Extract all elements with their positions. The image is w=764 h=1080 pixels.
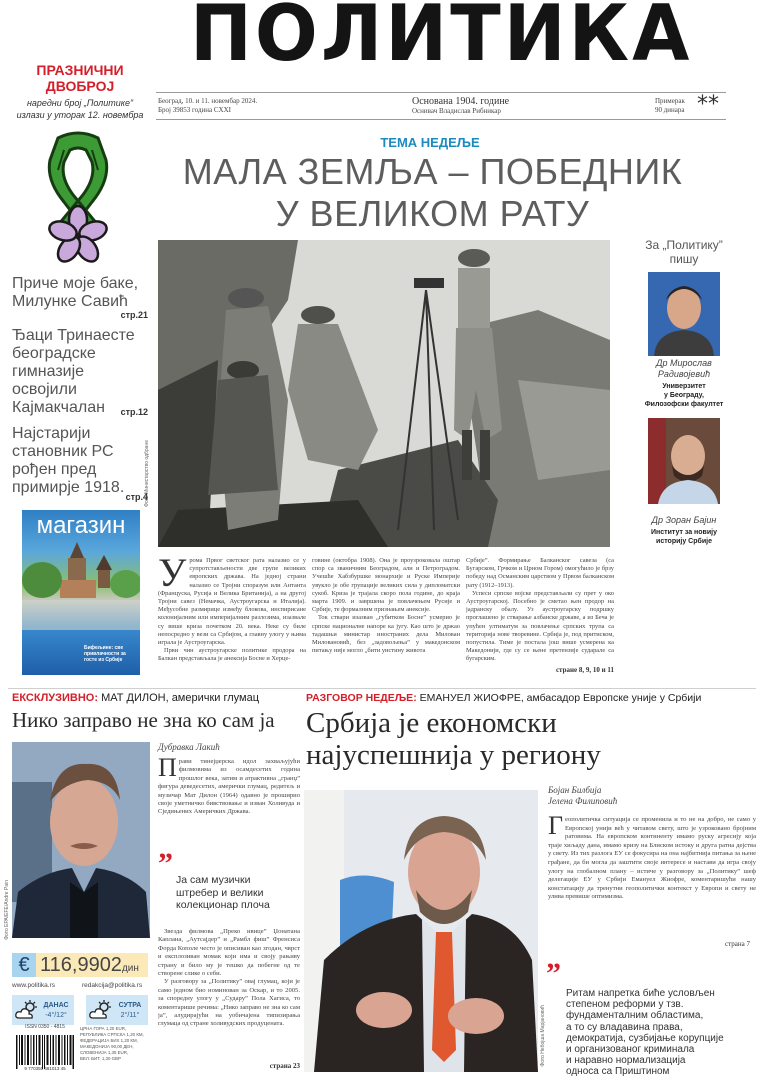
teaser-1-page: стр.21 [120, 310, 148, 320]
theme-body-col3: Србије”. Формирање Балканског савеза (са Бугарском, Грчком и Црном Гором) омогућило је брзу победу над Османским царством у Првом балканском рату (1912–1913). Успеси српске војске представљали су прет у око Аустроугарској. Посебно је сметао њен продор на јадранску обалу. Уз аустроугарску подршку проглашено је стварање албанске државе, а из Беча је упућен ултиматум за повлачење српских трупа са територија нове творевине. Србија је, под притиском, попустила. Тиме је постала још више усмерена ка Македонији, где су се њене претензије сударале са бугарским. [466, 557, 614, 663]
barcode-digits: 9 770350 481013 45 [24, 1066, 66, 1071]
war-photo-image [158, 240, 610, 547]
author-1-name: Др Мирослав Радивојевић [656, 358, 712, 379]
exclusive-quote-mark: ” [158, 847, 173, 880]
exclusive-byline: Дубравка Лакић [158, 742, 220, 752]
weather-tomorrow [86, 995, 148, 1025]
promo-title: ПРАЗНИЧНИ ДВОБРОЈ [36, 62, 124, 94]
weather-today-label: ДАНАС [43, 1002, 69, 1009]
author-2-institution: Институт за новију историју Србије [650, 529, 717, 545]
exclusive-headline[interactable]: Нико заправо не зна ко сам ја [12, 708, 275, 732]
interview-kicker: РАЗГОВОР НЕДЕЉЕ: ЕМАНУЕЛ ЖИОФРЕ, амбасадор Европске уније у Србији [306, 692, 702, 704]
author-1-institution: Универзитет у Београду, Филозофски факултет [644, 383, 724, 408]
exclusive-kicker: ЕКСКЛУЗИВНО: МАТ ДИЛОН, амерички глумац [12, 692, 260, 704]
masthead-rule-bottom [156, 119, 726, 120]
masthead-founded: Основана 1904. године Оснивач Владислав Рибникар [412, 96, 510, 115]
interview-page-ref[interactable]: страна 7 [725, 940, 750, 948]
teaser-1[interactable]: Приче моје баке, Милунке Савић [12, 275, 139, 310]
masthead-date: Београд, 10. и 11. новембар 2024. Број 39853 година CXXI [158, 97, 258, 114]
interview-dropcap: Г [548, 816, 564, 840]
weather-today-temp: -4°/12° [45, 1012, 67, 1019]
theme-page-ref[interactable]: стране 8, 9, 10 и 11 [555, 666, 614, 674]
exclusive-body-intro: П рави тинејџерска идол захваљујући филмовима из осамдесетих година прошлог века, затим и атрактивна „гранџ” фигура деведесетих, амерички глумац, редитељ и музичар Мат Дилон (1964) одавно је проширио своје уметничко бивствовање и изван Холивуда и Сједињених Америчких Држава. [158, 758, 300, 816]
website-link[interactable]: www.politika.rs [12, 982, 55, 989]
euro-icon: € [12, 953, 36, 977]
partly-cloudy-icon [15, 1000, 39, 1020]
email-link[interactable]: redakcija@politika.rs [82, 982, 143, 989]
interview-quote-mark: ” [546, 957, 561, 990]
theme-headline[interactable]: МАЛА ЗЕМЉА – ПОБЕДНИК У ВЕЛИКОМ РАТУ [182, 151, 683, 234]
exclusive-dropcap: П [158, 758, 177, 782]
author-2-photo [648, 418, 720, 504]
interview-headline[interactable]: Србија је економски најуспешнија у региону [306, 707, 601, 771]
war-photo-credit: Фото Министарство одбране [144, 440, 150, 507]
interview-pull-quote: Ритам напретка биће условљен степеном реформи у тзв. фундаменталним областима, а то су владавина права, демократија, сузбијање корупције и организованог криминала и наравно нормализација односа са Приштином [566, 988, 724, 1078]
war-photo [158, 240, 610, 547]
masthead-price: Примерак 90 динара [655, 97, 685, 114]
interview-photo-credit: Фото Небојша Марјановић [540, 1005, 546, 1067]
theme-dropcap: У [158, 557, 187, 595]
theme-body-col1: У рома Првог светског рата налазио се у супротстављености две групе великих европских држава. На једној страни налазио се Тројни споразум или Антанта (Француска, Русија и Велика Британија), а на другој Тројни савез (Немачка, Аустроугарска и Италија). Међусобне размирице између блокова, инспирисане колонијалним или империјалним разлозима, изазвале су више криза почетком 20. века. Неке су биле непосредно у вези са Србијом, а главну улогу у њима играла је Аустроугарска. Први чин аустроугарске политике продора на Балкан представљала је анексија Босне и Херце- [158, 557, 306, 663]
section-divider [8, 688, 756, 689]
promo-subtitle: наредни број „Политике” излази у уторак 12. новембра [16, 98, 144, 120]
partly-cloudy-icon [89, 1000, 113, 1020]
interview-byline: Бојан Билбија Јелена Филиповић [548, 785, 618, 806]
foreign-prices: ЦРНА ГОРА 1,20 EUR, РЕПУБЛИКА СРПСКА 1,20 КМ, ФЕДЕРАЦИЈА БИХ 1,20 КМ, МАКЕДОНИЈА 90,00 ДЕН, СЛОВЕНИЈА 1,35 EUR, ВЕЛ. БИТ. 1,30 GBP [80, 1026, 144, 1061]
masthead-logo: ПОЛИТИКА [190, 0, 693, 79]
magazine-cover[interactable] [22, 510, 140, 675]
teaser-2[interactable]: Ђаци Тринаесте београдске гимназије освојили Кајмакчалан [12, 327, 135, 416]
weather-tomorrow-label: СУТРА [118, 1002, 142, 1009]
exchange-rate: 116,9902дин [40, 954, 139, 976]
exclusive-photo [12, 742, 150, 938]
author-2-name: Др Зоран Бајин [651, 515, 717, 525]
exclusive-photo-credit: Фото EPA/EFE/Andre Pain [4, 880, 10, 940]
exclusive-pull-quote: Ја сам музички штребер и велики колекционар плоча [176, 874, 270, 911]
exclusive-page-ref[interactable]: страна 23 [269, 1062, 300, 1070]
teaser-3[interactable]: Најстарији становник РС рођен пред примирје 1918. [12, 425, 125, 496]
interview-body: Г еополитичка ситуација се променила и то не на добро, не само у Европској унији већ у читавом свету, што је узроковано бројним ратовима. На европском континенту имамо руску агресију која траје хиљаду дана, имамо кризу на Блиском истоку и друга ратна дејства у свету. Из тих разлога ЕУ се фокусира на она најбитнија питања за њене грађане, да би могла да заштити своје интересе и настави да игра своју улогу на глобалном плану – истиче у разговору за „Политику” шеф делегације ЕУ у Србији Емануел Жиофре, коментаришући нашу констатацију да тренутни геополитички контекст у Европи и свету не улива превише оптимизма. [548, 816, 756, 901]
theme-body-col2: говине (октобра 1908). Она је проузроковала оштар спор са званичним Београдом, али и Петроградом. Учешће Хабзбуршке монархије и Руске Империје увукло је обе групације великих сила у дипломатски сукоб. Криза је трајала скоро пола године, до краја марта 1909. и завршена је повлачењем Русије и Србије, те формалним признањем анексије. Ток ствари изазван „губитком Босне” усмерио је српске националне напоре ка југу. Као што је држао тадашњи министар иностраних дела Милован Миловановић, без „задовољења” у македонском питању није могло „бити уистину живота [312, 557, 460, 655]
edition-stars: ** [697, 92, 719, 117]
weather-today [12, 995, 74, 1025]
teaser-2-page: стр.12 [120, 407, 148, 417]
theme-kicker: ТЕМА НЕДЕЉЕ [380, 135, 480, 150]
interview-photo [304, 790, 538, 1072]
authors-heading: За „Политику” пишу [645, 238, 723, 266]
magazine-cover-text: Бифељине: све привлачности за госте из Србије [84, 645, 126, 663]
issn-number: ISSN 0350 - 4815 [25, 1024, 65, 1030]
weather-tomorrow-temp: 2°/11° [120, 1012, 140, 1019]
magazine-title: магазин [36, 512, 126, 539]
teaser-3-page: стр.4 [125, 492, 148, 502]
author-1-photo [648, 272, 720, 356]
exclusive-body: Звезда филмова „Преко ивице” Џонатана Каплана, „Аутсајдер” и „Рамбл фиш” Френсиса Форда Кополе често је описиван као згодан, чврст и експлозиван момак који има и своју рањиву страну и било му је тешко да побегне од те створене слике о себи. У разговору за „Политику” овај глумац, који је само једном био номинован за Оскар, и то 2005. за споредну улогу у „Судару” Пола Хагиса, то коментарише речима: „Нико заправо не зна ко сам ја”, алудирајући на уобичајена типизирања глумаца од стране холивудских продуцената. [158, 928, 300, 1028]
masthead-rule-top [156, 92, 726, 93]
ribbon-flower-icon [36, 130, 120, 266]
